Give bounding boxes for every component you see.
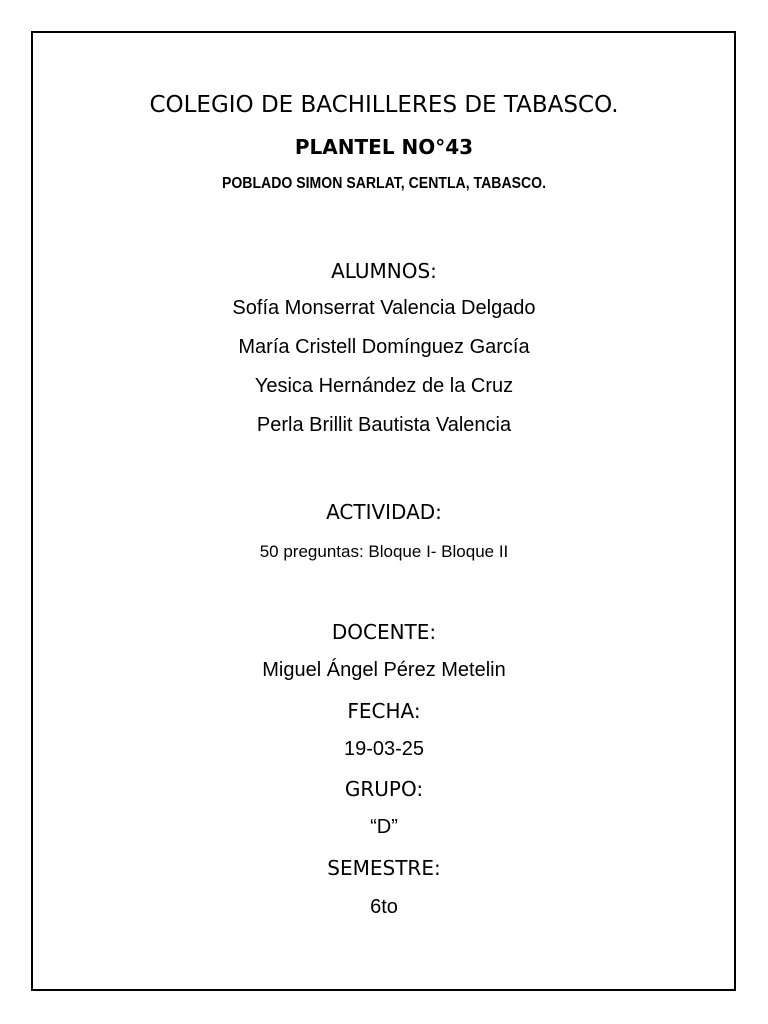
group-value: “D” (370, 816, 398, 838)
semester-value: 6to (370, 896, 398, 918)
student-name: Perla Brillit Bautista Valencia (256, 414, 512, 436)
group-label: GRUPO: (344, 777, 424, 801)
teacher-name: Miguel Ángel Pérez Metelin (262, 659, 506, 681)
students-label: ALUMNOS: (331, 259, 437, 283)
student-name: Yesica Hernández de la Cruz (254, 375, 514, 397)
teacher-label: DOCENTE: (331, 620, 437, 644)
student-name: María Cristell Domínguez García (238, 336, 530, 358)
campus-number: PLANTEL NO°43 (294, 135, 474, 159)
semester-label: SEMESTRE: (327, 856, 441, 880)
school-name: COLEGIO DE BACHILLERES DE TABASCO. (149, 92, 619, 118)
student-name: Sofía Monserrat Valencia Delgado (232, 297, 536, 319)
date-label: FECHA: (347, 699, 421, 723)
activity-label: ACTIVIDAD: (326, 500, 442, 524)
campus-location: POBLADO SIMON SARLAT, CENTLA, TABASCO. (221, 175, 547, 192)
activity-value: 50 preguntas: Bloque I- Bloque II (259, 542, 509, 561)
date-value: 19-03-25 (343, 738, 425, 760)
